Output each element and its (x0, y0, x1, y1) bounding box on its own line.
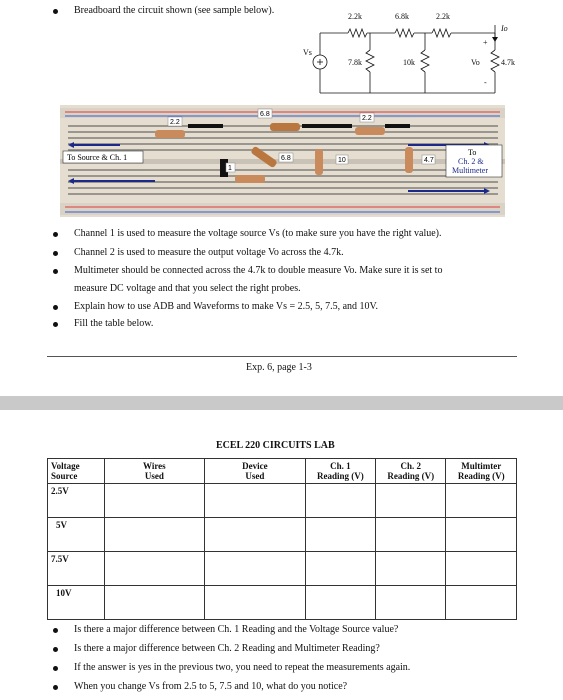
cell-ch1[interactable] (305, 484, 375, 518)
cell-ch1[interactable] (305, 586, 375, 620)
header-wires-used: Wires Used (104, 459, 205, 484)
r2-label: 6.8k (395, 12, 409, 21)
cell-multimeter[interactable] (446, 518, 517, 552)
bb-label-6-8a: 6.8 (260, 111, 270, 118)
question-1: Is there a major difference between Ch. 1 Reading and the Voltage Source value? (74, 624, 399, 635)
table-row (48, 552, 517, 586)
cell-device[interactable] (205, 484, 306, 518)
instruction-2: Channel 2 is used to measure the output voltage Vo across the 4.7k. (74, 247, 344, 258)
divider (47, 356, 517, 357)
cell-device[interactable] (205, 552, 306, 586)
row-voltage: 2.5V (48, 484, 105, 518)
row-voltage: 7.5V (48, 552, 105, 586)
page-separator (0, 396, 563, 410)
cell-wires[interactable] (104, 518, 205, 552)
bullet (53, 628, 58, 633)
cell-wires[interactable] (104, 586, 205, 620)
instruction-5: Fill the table below. (74, 318, 154, 329)
cell-multimeter[interactable] (446, 586, 517, 620)
measurement-table (47, 458, 517, 620)
row-voltage: 5V (48, 518, 105, 552)
header-voltage-source: Voltage Source (48, 459, 105, 484)
io-label: Io (501, 24, 508, 33)
bb-label-2-2a: 2.2 (170, 119, 180, 126)
bullet (53, 322, 58, 327)
bullet (53, 232, 58, 237)
r6-label: 4.7k (501, 58, 515, 67)
cell-ch2[interactable] (376, 586, 446, 620)
question-2: Is there a major difference between Ch. 2 Reading and Multimeter Reading? (74, 643, 380, 654)
page-footer: Exp. 6, page 1-3 (246, 362, 312, 373)
bb-label-4-7: 4.7 (424, 157, 434, 164)
cell-wires[interactable] (104, 484, 205, 518)
header-multimeter: Multimter Reading (V) (446, 459, 517, 484)
question-3: If the answer is yes in the previous two, you need to repeat the measurements again. (74, 662, 411, 673)
table-row (48, 586, 517, 620)
vs-label: Vs (303, 48, 312, 57)
table-header-row (48, 459, 517, 484)
minus-label: - (484, 78, 487, 87)
cell-ch2[interactable] (376, 552, 446, 586)
breadboard-image (60, 105, 505, 217)
table-row (48, 518, 517, 552)
cell-device[interactable] (205, 586, 306, 620)
bullet (53, 251, 58, 256)
channel-label-to: To (468, 148, 477, 157)
header-ch2: Ch. 2 Reading (V) (376, 459, 446, 484)
source-label: To Source & Ch. 1 (67, 153, 128, 162)
table-row (48, 484, 517, 518)
bullet (53, 269, 58, 274)
instruction-4: Explain how to use ADB and Waveforms to make Vs = 2.5, 5, 7.5, and 10V. (74, 301, 378, 312)
question-4: When you change Vs from 2.5 to 5, 7.5 and 10, what do you notice? (74, 681, 348, 692)
cell-ch1[interactable] (305, 518, 375, 552)
bb-label-6-8b: 6.8 (281, 155, 291, 162)
header-device-used: Device Used (205, 459, 306, 484)
instruction-1: Channel 1 is used to measure the voltage source Vs (to make sure you have the right value). (74, 228, 442, 239)
r5-label: 10k (403, 58, 415, 67)
r1-label: 2.2k (348, 12, 362, 21)
instruction-3: Multimeter should be connected across the 4.7k to double measure Vo. Make sure it is set to (74, 265, 443, 276)
cell-wires[interactable] (104, 552, 205, 586)
channel-label-multimeter: Multimeter (452, 166, 488, 175)
cell-ch1[interactable] (305, 552, 375, 586)
cell-ch2[interactable] (376, 518, 446, 552)
instruction-3-cont: measure DC voltage and that you select the right probes. (74, 283, 301, 294)
bb-label-10: 10 (338, 157, 346, 164)
bb-label-2-2b: 2.2 (362, 115, 372, 122)
bb-label-1: 1 (228, 165, 232, 172)
bullet (53, 647, 58, 652)
r3-label: 2.2k (436, 12, 450, 21)
cell-ch2[interactable] (376, 484, 446, 518)
cell-multimeter[interactable] (446, 552, 517, 586)
vo-label: Vo (471, 58, 480, 67)
r4-label: 7.8k (348, 58, 362, 67)
intro-text: Breadboard the circuit shown (see sample below). (74, 5, 275, 16)
bullet (53, 305, 58, 310)
bullet (53, 685, 58, 690)
plus-label: + (483, 38, 488, 47)
bullet (53, 9, 58, 14)
circuit-schematic (290, 5, 530, 100)
header-ch1: Ch. 1 Reading (V) (305, 459, 375, 484)
channel-label-ch2: Ch. 2 & (458, 157, 484, 166)
cell-multimeter[interactable] (446, 484, 517, 518)
cell-device[interactable] (205, 518, 306, 552)
bullet (53, 666, 58, 671)
lab-title: ECEL 220 CIRCUITS LAB (216, 440, 335, 451)
row-voltage: 10V (48, 586, 105, 620)
